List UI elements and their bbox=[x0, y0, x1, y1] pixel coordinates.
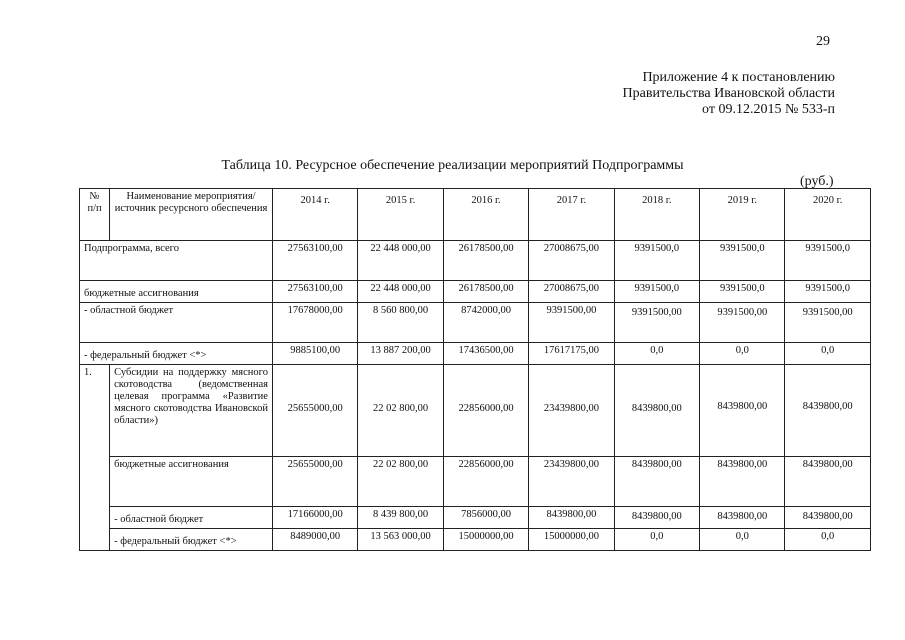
table-cell: 8439800,00 bbox=[614, 365, 699, 457]
header-year: 2019 г. bbox=[700, 189, 785, 241]
table-cell: 17436500,00 bbox=[443, 343, 528, 365]
table-cell: 22 02 800,00 bbox=[358, 457, 443, 507]
table-cell: 22 448 000,00 bbox=[358, 281, 443, 303]
table-cell: 22 448 000,00 bbox=[358, 241, 443, 281]
row-label: - областной бюджет bbox=[110, 507, 273, 529]
row-label: - областной бюджет bbox=[80, 303, 273, 343]
table-cell: 0,0 bbox=[614, 343, 699, 365]
header-year: 2016 г. bbox=[443, 189, 528, 241]
table-row bbox=[80, 241, 871, 281]
table-cell: 13 563 000,00 bbox=[358, 529, 443, 551]
table-cell: 15000000,00 bbox=[443, 529, 528, 551]
table-cell: 8439800,00 bbox=[529, 507, 614, 529]
table-cell: 9391500,0 bbox=[614, 281, 699, 303]
table-cell: 8439800,00 bbox=[700, 457, 785, 507]
table-cell: 8439800,00 bbox=[700, 365, 785, 457]
table-cell: 17166000,00 bbox=[272, 507, 357, 529]
row-label: - федеральный бюджет <*> bbox=[80, 343, 273, 365]
table-cell: 9391500,00 bbox=[785, 303, 871, 343]
table-cell: 8439800,00 bbox=[785, 507, 871, 529]
table-row bbox=[80, 303, 871, 343]
row-label: Подпрограмма, всего bbox=[80, 241, 273, 281]
header-year: 2017 г. bbox=[529, 189, 614, 241]
table-cell: 23439800,00 bbox=[529, 457, 614, 507]
table-cell: 0,0 bbox=[700, 343, 785, 365]
table-cell: 22 02 800,00 bbox=[358, 365, 443, 457]
table-row bbox=[80, 457, 871, 507]
table-cell: 0,0 bbox=[614, 529, 699, 551]
table-row bbox=[80, 529, 871, 551]
table-cell: 13 887 200,00 bbox=[358, 343, 443, 365]
row-label: Субсидии на поддержку мясного скотоводства (ведомственная целевая программа «Развитие мясного скотоводства Ивановской области») bbox=[110, 365, 273, 457]
header-year: 2015 г. bbox=[358, 189, 443, 241]
table-cell: 8439800,00 bbox=[785, 457, 871, 507]
table-cell: 8742000,00 bbox=[443, 303, 528, 343]
table-cell: 22856000,00 bbox=[443, 457, 528, 507]
table-cell: 9391500,00 bbox=[614, 303, 699, 343]
table-row bbox=[80, 343, 871, 365]
item-number: 1. bbox=[80, 365, 110, 551]
table-cell: 7856000,00 bbox=[443, 507, 528, 529]
table-cell: 27563100,00 bbox=[272, 241, 357, 281]
table-cell: 17617175,00 bbox=[529, 343, 614, 365]
table-cell: 8439800,00 bbox=[700, 507, 785, 529]
table-cell: 8439800,00 bbox=[785, 365, 871, 457]
table-cell: 25655000,00 bbox=[272, 457, 357, 507]
table-cell: 25655000,00 bbox=[272, 365, 357, 457]
table-cell: 9391500,00 bbox=[700, 303, 785, 343]
table-cell: 0,0 bbox=[785, 529, 871, 551]
appendix-heading bbox=[623, 70, 835, 118]
page-number: 29 bbox=[816, 34, 830, 49]
table-cell: 9391500,0 bbox=[785, 281, 871, 303]
resource-table bbox=[79, 188, 871, 551]
table-cell: 9885100,00 bbox=[272, 343, 357, 365]
table-title: Таблица 10. Ресурсное обеспечение реализации мероприятий Подпрограммы bbox=[221, 158, 684, 173]
header-name: Наименование мероприятия/источник ресурсного обеспечения bbox=[110, 189, 273, 241]
table-cell: 22856000,00 bbox=[443, 365, 528, 457]
table-cell: 23439800,00 bbox=[529, 365, 614, 457]
unit-label: (руб.) bbox=[800, 174, 834, 189]
row-label: - федеральный бюджет <*> bbox=[110, 529, 273, 551]
table-cell: 9391500,0 bbox=[700, 241, 785, 281]
table-cell: 17678000,00 bbox=[272, 303, 357, 343]
table-cell: 8439800,00 bbox=[614, 457, 699, 507]
table-cell: 0,0 bbox=[700, 529, 785, 551]
header-no: № п/п bbox=[80, 189, 110, 241]
table-cell: 27008675,00 bbox=[529, 241, 614, 281]
header-year: 2014 г. bbox=[272, 189, 357, 241]
table-cell: 9391500,0 bbox=[614, 241, 699, 281]
table-cell: 15000000,00 bbox=[529, 529, 614, 551]
appendix-line-2: Правительства Ивановской области bbox=[622, 86, 835, 101]
table-row bbox=[80, 281, 871, 303]
table-row bbox=[80, 507, 871, 529]
table-cell: 27563100,00 bbox=[272, 281, 357, 303]
header-year: 2020 г. bbox=[785, 189, 871, 241]
table-header-row bbox=[80, 189, 871, 241]
table-cell: 9391500,00 bbox=[529, 303, 614, 343]
table-cell: 8439800,00 bbox=[614, 507, 699, 529]
table-cell: 27008675,00 bbox=[529, 281, 614, 303]
table-cell: 9391500,0 bbox=[700, 281, 785, 303]
table-cell: 8489000,00 bbox=[272, 529, 357, 551]
table-cell: 9391500,0 bbox=[785, 241, 871, 281]
table-cell: 8 560 800,00 bbox=[358, 303, 443, 343]
table-cell: 26178500,00 bbox=[443, 281, 528, 303]
header-year: 2018 г. bbox=[614, 189, 699, 241]
appendix-line-3: от 09.12.2015 № 533-п bbox=[702, 102, 835, 117]
appendix-line-1: Приложение 4 к постановлению bbox=[642, 70, 835, 85]
table-cell: 0,0 bbox=[785, 343, 871, 365]
row-label: бюджетные ассигнования bbox=[110, 457, 273, 507]
table-row bbox=[80, 365, 871, 457]
table-cell: 8 439 800,00 bbox=[358, 507, 443, 529]
row-label: бюджетные ассигнования bbox=[80, 281, 273, 303]
table-cell: 26178500,00 bbox=[443, 241, 528, 281]
